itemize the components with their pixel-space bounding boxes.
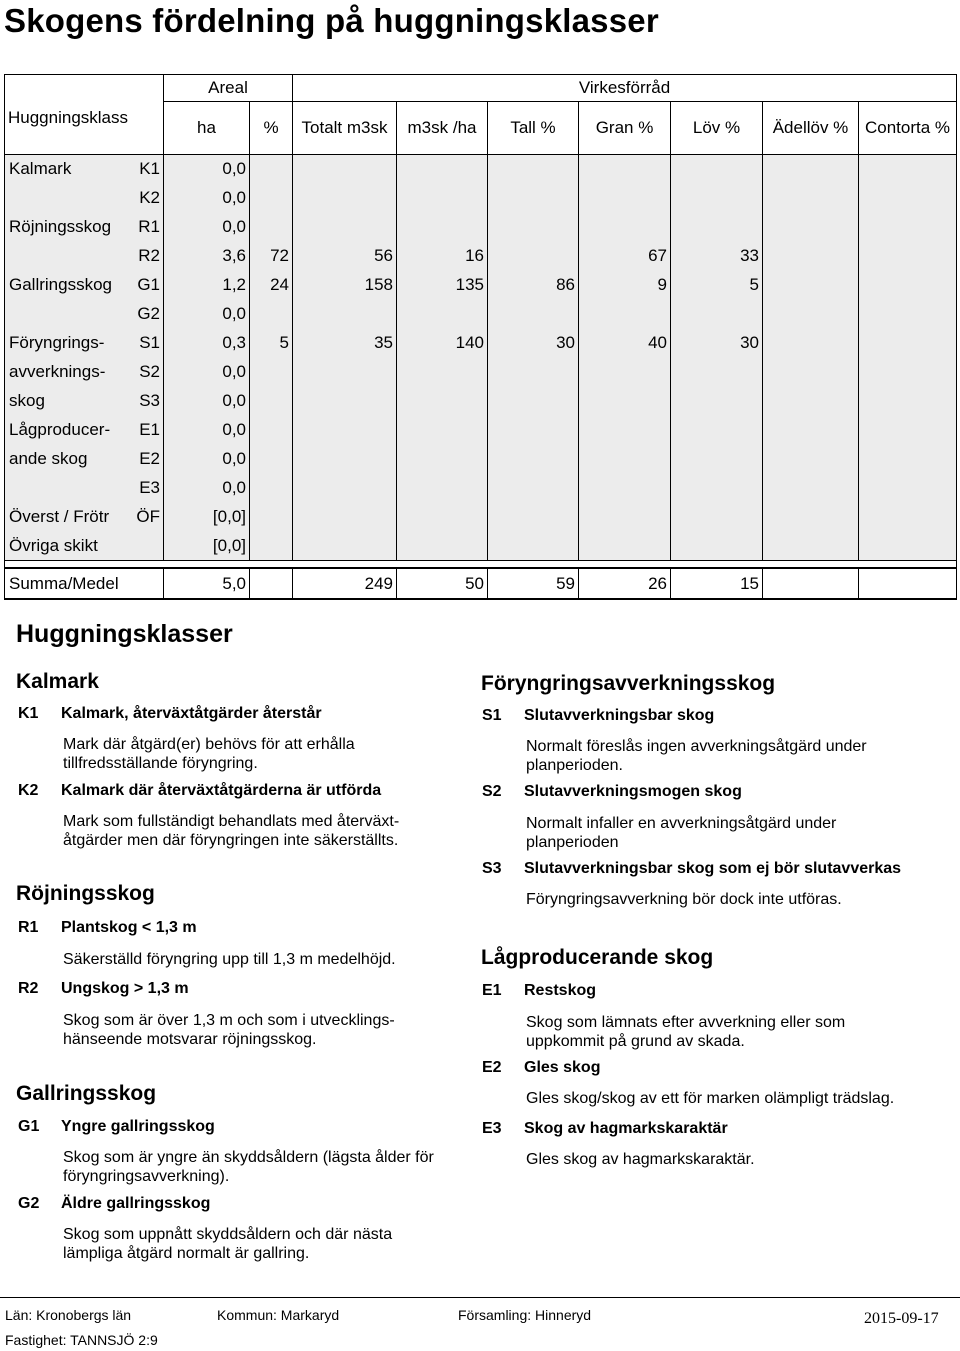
cell-adellov <box>763 300 859 329</box>
cell-m3sk-ha <box>397 445 488 474</box>
row-class-name <box>5 242 129 271</box>
cell-pct: 24 <box>250 271 293 300</box>
desc-s3: Föryngringsavverkning bör dock inte utföras. <box>526 891 842 908</box>
cell-adellov <box>763 416 859 445</box>
row-class-name: Lågproducer- <box>5 416 129 445</box>
table-row <box>5 502 957 531</box>
cell-gran <box>579 387 671 416</box>
cell-pct <box>250 445 293 474</box>
footer-kommun: Kommun: Markaryd <box>217 1307 340 1323</box>
row-class-code: G2 <box>129 300 164 329</box>
code-r1: R1 <box>18 919 39 936</box>
cell-adellov <box>763 155 859 184</box>
row-class-name <box>5 184 129 213</box>
summary-contorta <box>859 568 957 599</box>
cell-gran: 9 <box>579 271 671 300</box>
cell-totalt: 158 <box>293 271 397 300</box>
footer-fastighet: Fastighet: TANNSJÖ 2:9 <box>5 1332 158 1348</box>
cell-adellov <box>763 213 859 242</box>
cell-pct <box>250 531 293 560</box>
row-class-name: ande skog <box>5 445 129 474</box>
row-class-code: E1 <box>129 416 164 445</box>
cell-ha: 0,3 <box>164 329 250 358</box>
cell-pct <box>250 502 293 531</box>
cell-ha: 0,0 <box>164 184 250 213</box>
cell-gran <box>579 473 671 502</box>
header-totalt: Totalt m3sk <box>293 102 397 155</box>
cell-tall <box>488 242 579 271</box>
cell-adellov <box>763 387 859 416</box>
summary-lov: 15 <box>671 568 763 599</box>
cell-ha: 0,0 <box>164 300 250 329</box>
cell-m3sk-ha <box>397 416 488 445</box>
cell-m3sk-ha <box>397 473 488 502</box>
header-ha: ha <box>164 102 250 155</box>
cell-m3sk-ha: 140 <box>397 329 488 358</box>
cell-ha: [0,0] <box>164 502 250 531</box>
row-class-code: S2 <box>129 358 164 387</box>
code-s1: S1 <box>482 707 502 724</box>
table-row <box>5 358 957 387</box>
title-e2: Gles skog <box>524 1059 601 1076</box>
summary-m3sk-ha: 50 <box>397 568 488 599</box>
code-s3: S3 <box>482 860 502 877</box>
cell-contorta <box>859 271 957 300</box>
cell-pct <box>250 387 293 416</box>
summary-row <box>5 568 957 599</box>
cell-lov <box>671 502 763 531</box>
cell-contorta <box>859 300 957 329</box>
cell-contorta <box>859 242 957 271</box>
cell-contorta <box>859 184 957 213</box>
huggningsklass-table <box>4 74 957 600</box>
summary-gran: 26 <box>579 568 671 599</box>
title-e3: Skog av hagmarkskaraktär <box>524 1120 728 1137</box>
header-huggningsklass: Huggningsklass <box>5 75 164 155</box>
summary-pct <box>250 568 293 599</box>
cell-pct <box>250 300 293 329</box>
cell-gran <box>579 416 671 445</box>
cell-adellov <box>763 531 859 560</box>
table-spacer <box>5 561 957 569</box>
table-row <box>5 242 957 271</box>
cell-adellov <box>763 358 859 387</box>
cell-adellov <box>763 502 859 531</box>
cell-tall <box>488 502 579 531</box>
table-row <box>5 387 957 416</box>
cell-m3sk-ha <box>397 387 488 416</box>
footer-divider <box>0 1297 960 1298</box>
row-class-name: Överst / Frötr <box>5 502 129 531</box>
cell-lov <box>671 387 763 416</box>
cell-lov <box>671 531 763 560</box>
header-areal: Areal <box>164 75 293 102</box>
row-class-code: S1 <box>129 329 164 358</box>
table-row <box>5 184 957 213</box>
cell-lov <box>671 358 763 387</box>
desc-g2: Skog som uppnått skyddsåldern och där nästa lämpliga åtgärd normalt är gallring. <box>63 1226 393 1262</box>
cell-totalt: 35 <box>293 329 397 358</box>
legend-title: Huggningsklasser <box>16 620 233 648</box>
cell-m3sk-ha: 16 <box>397 242 488 271</box>
cell-lov <box>671 155 763 184</box>
cell-ha: 0,0 <box>164 445 250 474</box>
cell-tall <box>488 445 579 474</box>
cell-tall <box>488 300 579 329</box>
code-k1: K1 <box>18 705 39 722</box>
cell-gran <box>579 358 671 387</box>
table-row <box>5 473 957 502</box>
table-row <box>5 155 957 184</box>
group-title-kalmark: Kalmark <box>16 670 99 693</box>
cell-contorta <box>859 358 957 387</box>
cell-gran <box>579 531 671 560</box>
row-class-code <box>129 531 164 560</box>
row-class-name: Röjningsskog <box>5 213 129 242</box>
table-row <box>5 416 957 445</box>
code-k2: K2 <box>18 782 39 799</box>
cell-ha: 0,0 <box>164 473 250 502</box>
cell-gran: 67 <box>579 242 671 271</box>
row-class-name: Övriga skikt <box>5 531 129 560</box>
title-s1: Slutavverkningsbar skog <box>524 707 715 724</box>
table-row <box>5 329 957 358</box>
title-g1: Yngre gallringsskog <box>61 1118 215 1135</box>
cell-gran: 40 <box>579 329 671 358</box>
cell-ha: 0,0 <box>164 213 250 242</box>
summary-label: Summa/Medel <box>5 568 164 599</box>
page-title: Skogens fördelning på huggningsklasser <box>4 2 659 39</box>
cell-tall <box>488 358 579 387</box>
cell-m3sk-ha <box>397 213 488 242</box>
cell-totalt <box>293 445 397 474</box>
cell-pct <box>250 155 293 184</box>
row-class-code: G1 <box>129 271 164 300</box>
row-class-name: Föryngrings- <box>5 329 129 358</box>
cell-lov <box>671 445 763 474</box>
row-class-code: E3 <box>129 473 164 502</box>
cell-pct: 5 <box>250 329 293 358</box>
cell-ha: 0,0 <box>164 387 250 416</box>
cell-lov <box>671 184 763 213</box>
header-tall: Tall % <box>488 102 579 155</box>
cell-ha: 0,0 <box>164 416 250 445</box>
cell-m3sk-ha <box>397 155 488 184</box>
summary-ha: 5,0 <box>164 568 250 599</box>
header-virkesforrad: Virkesförråd <box>293 75 957 102</box>
table-row <box>5 213 957 242</box>
header-gran: Gran % <box>579 102 671 155</box>
cell-ha: [0,0] <box>164 531 250 560</box>
header-m3sk-ha: m3sk /ha <box>397 102 488 155</box>
cell-tall <box>488 531 579 560</box>
cell-totalt <box>293 387 397 416</box>
code-g2: G2 <box>18 1195 40 1212</box>
cell-pct <box>250 416 293 445</box>
cell-contorta <box>859 213 957 242</box>
cell-lov: 5 <box>671 271 763 300</box>
cell-m3sk-ha <box>397 358 488 387</box>
cell-tall <box>488 387 579 416</box>
cell-totalt: 56 <box>293 242 397 271</box>
cell-lov: 30 <box>671 329 763 358</box>
title-e1: Restskog <box>524 982 597 999</box>
row-class-code: ÖF <box>129 502 164 531</box>
cell-ha: 0,0 <box>164 358 250 387</box>
cell-gran <box>579 445 671 474</box>
cell-tall <box>488 213 579 242</box>
summary-tall: 59 <box>488 568 579 599</box>
row-class-name: Gallringsskog <box>5 271 129 300</box>
title-k2: Kalmark där återväxtåtgärderna är utförda <box>61 782 382 799</box>
cell-ha: 3,6 <box>164 242 250 271</box>
cell-gran <box>579 300 671 329</box>
cell-adellov <box>763 329 859 358</box>
cell-ha: 0,0 <box>164 155 250 184</box>
row-class-name: skog <box>5 387 129 416</box>
cell-adellov <box>763 445 859 474</box>
row-class-code: R1 <box>129 213 164 242</box>
cell-contorta <box>859 387 957 416</box>
desc-e1: Skog som lämnats efter avverkning eller som uppkommit på grund av skada. <box>526 1014 846 1050</box>
row-class-code: K1 <box>129 155 164 184</box>
cell-totalt <box>293 358 397 387</box>
cell-adellov <box>763 271 859 300</box>
code-e1: E1 <box>482 982 502 999</box>
cell-adellov <box>763 184 859 213</box>
group-title-rojningsskog: Röjningsskog <box>16 882 155 905</box>
cell-gran <box>579 184 671 213</box>
cell-ha: 1,2 <box>164 271 250 300</box>
desc-r2: Skog som är över 1,3 m och som i utvecklings- hänseende motsvarar röjningsskog. <box>63 1012 395 1048</box>
cell-m3sk-ha <box>397 531 488 560</box>
title-s3: Slutavverkningsbar skog som ej bör slutavverkas <box>524 860 902 877</box>
cell-contorta <box>859 416 957 445</box>
cell-pct <box>250 213 293 242</box>
desc-g1: Skog som är yngre än skyddsåldern (lägsta ålder för föryngringsavverkning). <box>63 1149 434 1185</box>
desc-e3: Gles skog av hagmarkskaraktär. <box>526 1151 755 1168</box>
summary-adellov <box>763 568 859 599</box>
header-adellov: Ädellöv % <box>763 102 859 155</box>
cell-tall <box>488 416 579 445</box>
cell-contorta <box>859 329 957 358</box>
cell-m3sk-ha <box>397 184 488 213</box>
footer-date: 2015-09-17 <box>864 1310 939 1327</box>
cell-pct <box>250 358 293 387</box>
code-e2: E2 <box>482 1059 502 1076</box>
cell-lov <box>671 213 763 242</box>
table-row <box>5 531 957 560</box>
cell-tall: 86 <box>488 271 579 300</box>
cell-totalt <box>293 213 397 242</box>
summary-totalt: 249 <box>293 568 397 599</box>
cell-gran <box>579 213 671 242</box>
row-class-code: E2 <box>129 445 164 474</box>
row-class-name: avverknings- <box>5 358 129 387</box>
row-class-code: R2 <box>129 242 164 271</box>
header-lov: Löv % <box>671 102 763 155</box>
header-contorta: Contorta % <box>859 102 957 155</box>
cell-m3sk-ha: 135 <box>397 271 488 300</box>
cell-contorta <box>859 445 957 474</box>
footer-forsamling: Församling: Hinneryd <box>458 1307 592 1323</box>
table-row <box>5 271 957 300</box>
title-s2: Slutavverkningsmogen skog <box>524 783 742 800</box>
cell-lov <box>671 473 763 502</box>
title-r2: Ungskog > 1,3 m <box>61 980 189 997</box>
cell-lov <box>671 300 763 329</box>
cell-pct: 72 <box>250 242 293 271</box>
code-g1: G1 <box>18 1118 40 1135</box>
group-title-lagproducerande-skog: Lågproducerande skog <box>481 946 714 969</box>
cell-tall <box>488 155 579 184</box>
table-row <box>5 445 957 474</box>
cell-pct <box>250 473 293 502</box>
cell-tall <box>488 184 579 213</box>
row-class-name <box>5 473 129 502</box>
row-class-code: K2 <box>129 184 164 213</box>
cell-lov <box>671 416 763 445</box>
cell-adellov <box>763 242 859 271</box>
cell-totalt <box>293 155 397 184</box>
cell-m3sk-ha <box>397 502 488 531</box>
cell-totalt <box>293 502 397 531</box>
cell-gran <box>579 155 671 184</box>
title-k1: Kalmark, återväxtåtgärder återstår <box>61 705 322 722</box>
cell-tall <box>488 473 579 502</box>
cell-pct <box>250 184 293 213</box>
group-title-foryngringsavverkningsskog: Föryngringsavverkningsskog <box>481 672 776 695</box>
cell-totalt <box>293 300 397 329</box>
cell-m3sk-ha <box>397 300 488 329</box>
row-class-name: Kalmark <box>5 155 129 184</box>
cell-totalt <box>293 416 397 445</box>
footer-lan: Län: Kronobergs län <box>5 1307 132 1323</box>
code-e3: E3 <box>482 1120 502 1137</box>
title-r1: Plantskog < 1,3 m <box>61 919 197 936</box>
desc-e2: Gles skog/skog av ett för marken olämpligt trädslag. <box>526 1090 895 1107</box>
cell-lov: 33 <box>671 242 763 271</box>
table-row <box>5 300 957 329</box>
cell-contorta <box>859 473 957 502</box>
cell-contorta <box>859 531 957 560</box>
code-r2: R2 <box>18 980 39 997</box>
code-s2: S2 <box>482 783 502 800</box>
header-pct: % <box>250 102 293 155</box>
row-class-name <box>5 300 129 329</box>
desc-r1: Säkerställd föryngring upp till 1,3 m medelhöjd. <box>63 951 396 968</box>
cell-contorta <box>859 502 957 531</box>
cell-totalt <box>293 184 397 213</box>
cell-totalt <box>293 473 397 502</box>
cell-adellov <box>763 473 859 502</box>
desc-k1: Mark där åtgärd(er) behövs för att erhålla tillfredsställande föryngring. <box>63 736 355 772</box>
cell-totalt <box>293 531 397 560</box>
title-g2: Äldre gallringsskog <box>61 1195 211 1212</box>
cell-tall: 30 <box>488 329 579 358</box>
cell-gran <box>579 502 671 531</box>
desc-s2: Normalt infaller en avverkningsåtgärd under planperioden <box>526 815 837 851</box>
desc-s1: Normalt föreslås ingen avverkningsåtgärd under planperioden. <box>526 738 867 774</box>
row-class-code: S3 <box>129 387 164 416</box>
cell-contorta <box>859 155 957 184</box>
group-title-gallringsskog: Gallringsskog <box>16 1082 157 1105</box>
desc-k2: Mark som fullständigt behandlats med återväxt- åtgärder men där föryngringen inte säkerställts. <box>63 813 400 849</box>
